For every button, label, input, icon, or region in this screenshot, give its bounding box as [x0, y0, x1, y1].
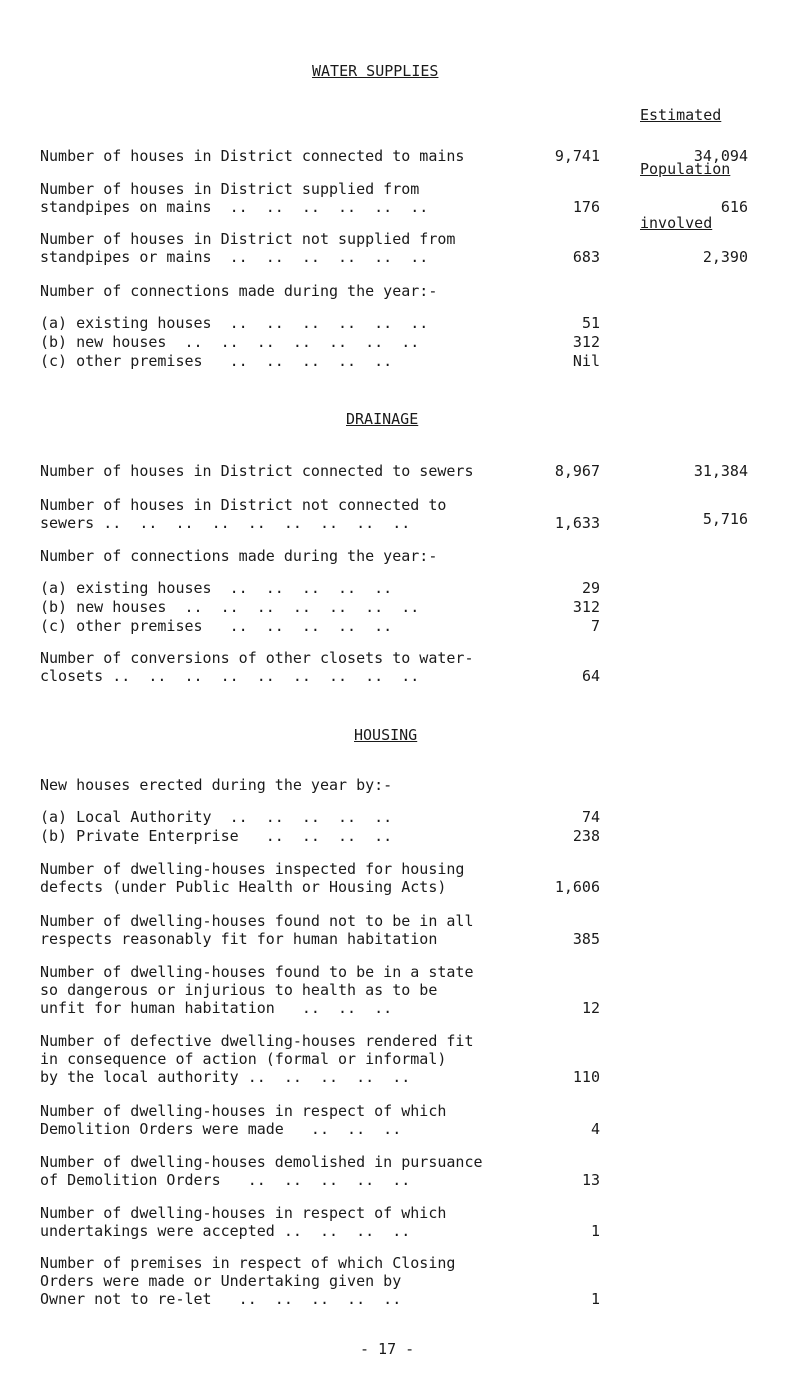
drainage-row-2-population: 5,716	[702, 510, 748, 528]
water-sub-c-text: (c) other premises .. .. .. .. ..	[40, 352, 393, 370]
housing-sub-b-value: 238	[572, 827, 600, 845]
drainage-row-2-value: 1,633	[554, 514, 600, 532]
header-line-3: involved	[640, 214, 713, 232]
housing-row-1-value: 1,606	[554, 878, 600, 896]
header-line-1: Estimated	[640, 106, 722, 124]
water-row-1-population: 34,094	[693, 147, 748, 165]
housing-row-4-value: 110	[572, 1068, 600, 1086]
drainage-row-3-text: Number of connections made during the year:-	[40, 547, 438, 565]
drainage-sub-a-text: (a) existing houses .. .. .. .. ..	[40, 579, 393, 597]
housing-row-6-text: Number of dwelling-houses demolished in pursuance of Demolition Orders .. .. .. .. ..	[40, 1153, 483, 1189]
housing-row-4-text: Number of defective dwelling-houses rendered fit in consequence of action (formal or informal) by the local authority .. .. .. .. ..	[40, 1032, 474, 1086]
section-title-drainage: DRAINAGE	[346, 410, 419, 428]
water-sub-a-value: 51	[581, 314, 600, 332]
drainage-sub-b-text: (b) new houses .. .. .. .. .. .. ..	[40, 598, 420, 616]
housing-row-3-text: Number of dwelling-houses found to be in a state so dangerous or injurious to health as to be unfit for human habitation .. .. ..	[40, 963, 474, 1017]
water-row-4-text: Number of connections made during the year:-	[40, 282, 438, 300]
water-sub-b-value: 312	[572, 333, 600, 351]
housing-row-8-value: 1	[590, 1290, 600, 1308]
drainage-sub-c-value: 7	[590, 617, 600, 635]
housing-row-5-value: 4	[590, 1120, 600, 1138]
housing-row-7-value: 1	[590, 1222, 600, 1240]
page-number: - 17 -	[360, 1340, 415, 1358]
drainage-conversions-value: 64	[581, 667, 600, 685]
water-row-2-value: 176	[572, 198, 600, 216]
housing-intro-text: New houses erected during the year by:-	[40, 776, 393, 794]
water-row-2-population: 616	[720, 198, 748, 216]
housing-sub-a-text: (a) Local Authority .. .. .. .. ..	[40, 808, 393, 826]
drainage-row-1-text: Number of houses in District connected to sewers	[40, 462, 474, 480]
water-row-1-text: Number of houses in District connected to mains	[40, 147, 465, 165]
water-sub-b-text: (b) new houses .. .. .. .. .. .. ..	[40, 333, 420, 351]
housing-row-8-text: Number of premises in respect of which Closing Orders were made or Undertaking given by Owner not to re-let .. .. .. .. ..	[40, 1254, 456, 1308]
drainage-sub-a-value: 29	[581, 579, 600, 597]
housing-row-3-value: 12	[581, 999, 600, 1017]
population-column-header	[640, 70, 730, 268]
housing-row-1-text: Number of dwelling-houses inspected for housing defects (under Public Health or Housing Acts)	[40, 860, 465, 896]
water-row-3-population: 2,390	[702, 248, 748, 266]
housing-sub-b-text: (b) Private Enterprise .. .. .. ..	[40, 827, 393, 845]
water-row-1-value: 9,741	[554, 147, 600, 165]
drainage-row-2-text: Number of houses in District not connected to sewers .. .. .. .. .. .. .. .. ..	[40, 496, 447, 532]
housing-row-2-value: 385	[572, 930, 600, 948]
housing-row-5-text: Number of dwelling-houses in respect of which Demolition Orders were made .. .. ..	[40, 1102, 447, 1138]
drainage-conversions-text: Number of conversions of other closets to water- closets .. .. .. .. .. .. .. .. ..	[40, 649, 474, 685]
water-sub-c-value: Nil	[572, 352, 600, 370]
water-row-2-text: Number of houses in District supplied from standpipes on mains .. .. .. .. .. ..	[40, 180, 429, 216]
water-row-3-value: 683	[572, 248, 600, 266]
housing-row-6-value: 13	[581, 1171, 600, 1189]
section-title-housing: HOUSING	[354, 726, 418, 744]
housing-row-2-text: Number of dwelling-houses found not to be in all respects reasonably fit for human habitation	[40, 912, 474, 948]
drainage-row-1-value: 8,967	[554, 462, 600, 480]
header-line-2: Population	[640, 160, 731, 178]
water-sub-a-text: (a) existing houses .. .. .. .. .. ..	[40, 314, 429, 332]
drainage-sub-b-value: 312	[572, 598, 600, 616]
housing-row-7-text: Number of dwelling-houses in respect of which undertakings were accepted .. .. .. ..	[40, 1204, 447, 1240]
housing-sub-a-value: 74	[581, 808, 600, 826]
water-row-3-text: Number of houses in District not supplied from standpipes or mains .. .. .. .. .. ..	[40, 230, 456, 266]
section-title-water: WATER SUPPLIES	[312, 62, 439, 80]
drainage-sub-c-text: (c) other premises .. .. .. .. ..	[40, 617, 393, 635]
drainage-row-1-population: 31,384	[693, 462, 748, 480]
